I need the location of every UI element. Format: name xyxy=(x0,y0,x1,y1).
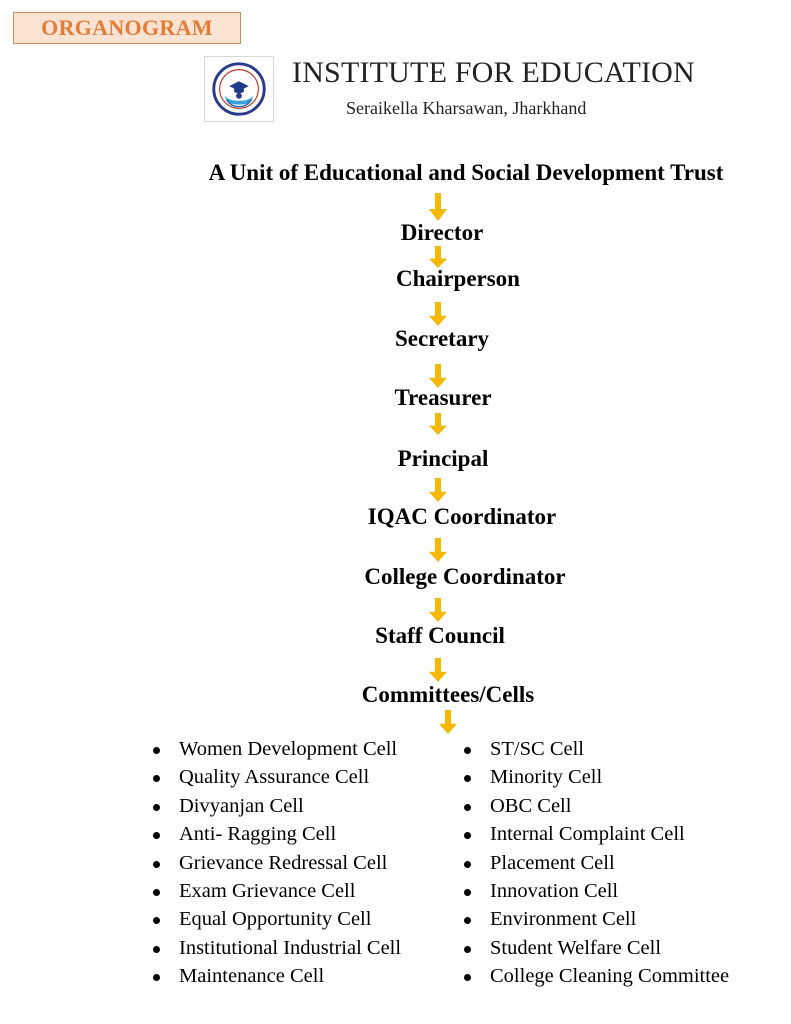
list-item: Quality Assurance Cell xyxy=(153,763,401,791)
list-item: Internal Complaint Cell xyxy=(464,820,729,848)
arrow-down-icon xyxy=(429,193,447,221)
role-iqac-coordinator: IQAC Coordinator xyxy=(367,504,557,529)
list-item: Exam Grievance Cell xyxy=(153,877,401,905)
list-item: Placement Cell xyxy=(464,849,729,877)
list-item: Women Development Cell xyxy=(153,735,401,763)
trust-node: A Unit of Educational and Social Development Trust xyxy=(208,160,724,185)
role-committees-cells: Committees/Cells xyxy=(361,682,535,707)
institute-subtitle: Seraikella Kharsawan, Jharkhand xyxy=(346,98,587,118)
list-item: Minority Cell xyxy=(464,763,729,791)
organogram-badge xyxy=(13,12,241,44)
role-treasurer: Treasurer xyxy=(394,385,492,410)
list-item: Student Welfare Cell xyxy=(464,934,729,962)
role-college-coordinator: College Coordinator xyxy=(364,564,566,589)
arrow-down-icon xyxy=(429,658,447,682)
arrow-down-icon xyxy=(429,246,447,268)
arrow-down-icon xyxy=(429,302,447,326)
list-item: Anti- Ragging Cell xyxy=(153,820,401,848)
cells-list-right xyxy=(464,735,729,991)
list-item: OBC Cell xyxy=(464,792,729,820)
arrow-down-icon xyxy=(429,538,447,562)
list-item: Maintenance Cell xyxy=(153,962,401,990)
list-item: ST/SC Cell xyxy=(464,735,729,763)
list-item: Divyanjan Cell xyxy=(153,792,401,820)
role-secretary: Secretary xyxy=(394,326,490,351)
institute-title: INSTITUTE FOR EDUCATION xyxy=(292,56,695,89)
list-item: Grievance Redressal Cell xyxy=(153,849,401,877)
role-principal: Principal xyxy=(397,446,489,471)
arrow-down-icon xyxy=(429,478,447,502)
role-chairperson: Chairperson xyxy=(396,266,520,291)
list-item: Environment Cell xyxy=(464,905,729,933)
arrow-down-icon xyxy=(429,598,447,622)
list-item: Equal Opportunity Cell xyxy=(153,905,401,933)
list-item: College Cleaning Committee xyxy=(464,962,729,990)
arrow-down-icon xyxy=(429,413,447,435)
role-director: Director xyxy=(400,220,484,245)
role-staff-council: Staff Council xyxy=(375,623,505,648)
list-item: Institutional Industrial Cell xyxy=(153,934,401,962)
list-item: Innovation Cell xyxy=(464,877,729,905)
arrow-down-icon xyxy=(439,710,457,734)
organogram-label: ORGANOGRAM xyxy=(41,15,213,40)
cells-list-left xyxy=(153,735,401,991)
institute-logo-icon xyxy=(204,56,274,122)
